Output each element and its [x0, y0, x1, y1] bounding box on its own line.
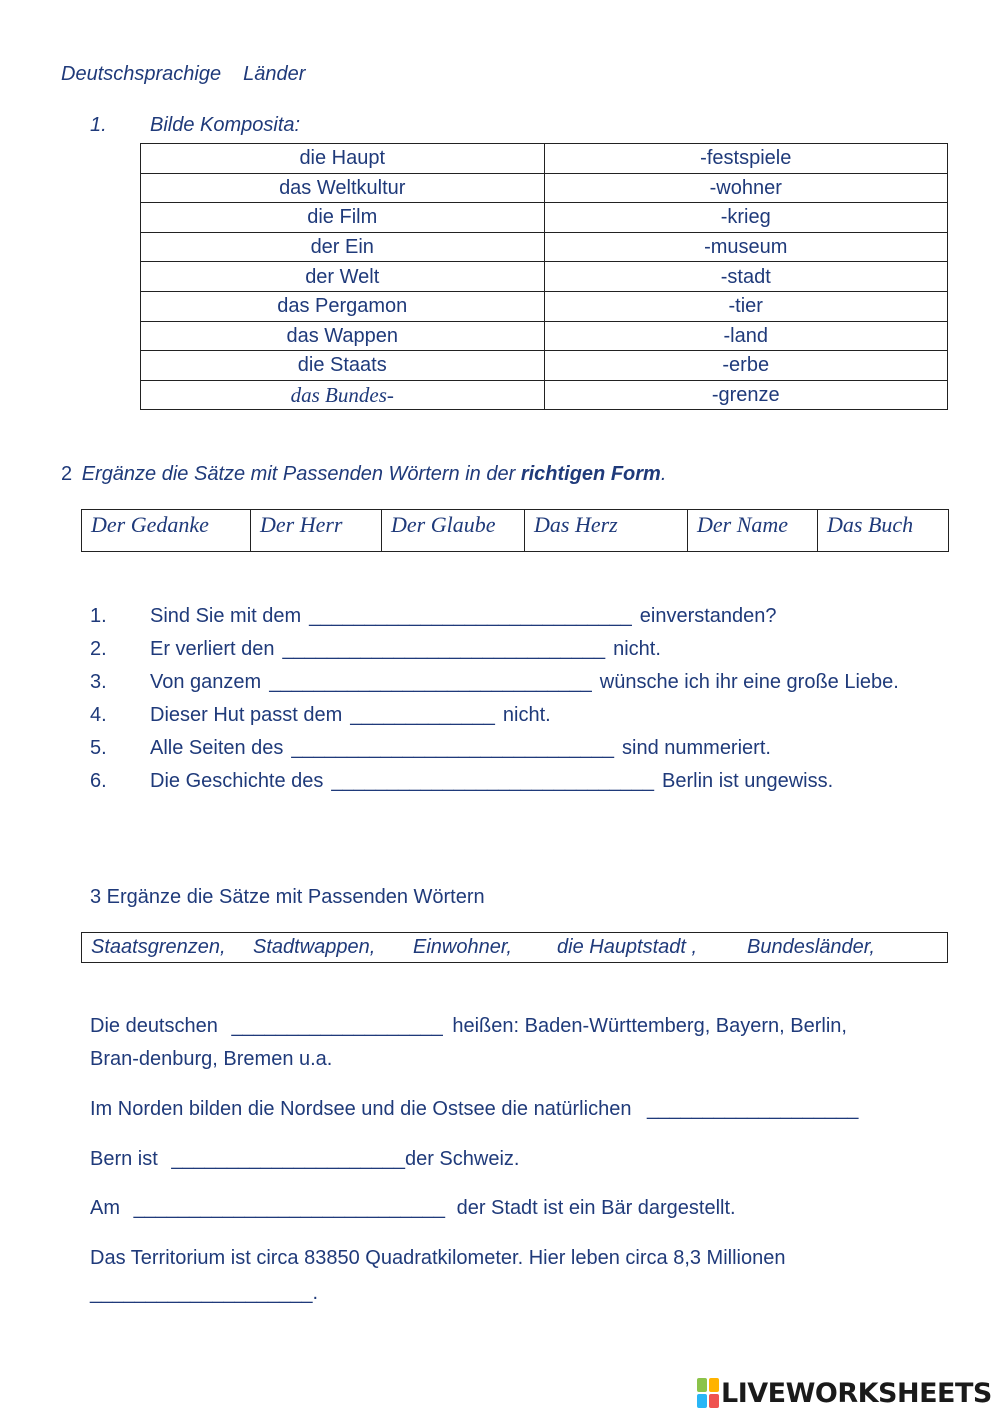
sentence-text: nicht. [613, 638, 661, 660]
compound-row [141, 232, 948, 262]
compound-left: die Staats [141, 351, 545, 381]
answer-blank[interactable]: _____________________________ [291, 737, 614, 759]
compound-row [141, 321, 948, 351]
task3-sentence-1-line2: Bran-denburg, Bremen u.a. [90, 1048, 333, 1070]
compound-row [141, 203, 948, 233]
task3-sentence-4 [90, 1197, 736, 1220]
compound-right: -stadt [544, 262, 948, 292]
answer-blank[interactable]: _____________________________ [269, 671, 592, 693]
answer-blank[interactable]: ____________________ [90, 1282, 313, 1304]
sentence-text: heißen: Baden-Württemberg, Bayern, Berlin, [452, 1015, 847, 1037]
compound-row [141, 173, 948, 203]
task2-sentence [150, 638, 661, 661]
task2-sentence [150, 737, 771, 760]
task2-sentence [150, 671, 899, 694]
compound-right: -museum [544, 232, 948, 262]
title-part-2: Länder [243, 63, 306, 85]
sentence-text: Im Norden bilden die Nordsee und die Ostsee die natürlichen [90, 1098, 632, 1120]
sentence-text: Alle Seiten des [150, 737, 284, 759]
compound-row [141, 262, 948, 292]
liveworksheets-logo [697, 1376, 992, 1410]
word-bank-item: Einwohner, [413, 936, 512, 958]
sentence-text: Sind Sie mit dem [150, 605, 302, 627]
compound-right: -grenze [544, 380, 948, 410]
compound-left: die Haupt [141, 144, 545, 174]
compound-left: der Ein [141, 232, 545, 262]
liveworksheets-logo-icon [697, 1378, 719, 1408]
liveworksheets-logo-text: LIVEWORKSHEETS [721, 1377, 992, 1409]
word-bank-item: Der Glaube [382, 510, 525, 552]
task2-heading [61, 463, 666, 486]
word-bank-item: Das Buch [818, 510, 949, 552]
compound-left: das Wappen [141, 321, 545, 351]
compound-right: -krieg [544, 203, 948, 233]
task2-sentence [150, 770, 833, 793]
task3-heading: 3 Ergänze die Sätze mit Passenden Wörtern [90, 886, 485, 908]
task2-heading-bold: richtigen Form [520, 463, 661, 485]
task3-sentence-5-line2 [90, 1282, 318, 1305]
answer-blank[interactable]: _____________ [350, 704, 495, 726]
compounds-table [140, 143, 948, 410]
word-bank-item: Stadtwappen, [253, 936, 376, 958]
task1-heading: Bilde Komposita: [150, 114, 301, 136]
sentence-text: Die Geschichte des [150, 770, 324, 792]
word-bank-item: Der Herr [251, 510, 382, 552]
compound-right: -tier [544, 291, 948, 321]
task3-word-bank [81, 932, 948, 963]
word-bank-item: Der Name [688, 510, 818, 552]
word-bank-item: Staatsgrenzen, [91, 936, 226, 958]
sentence-text: Berlin ist ungewiss. [662, 770, 834, 792]
compound-right: -land [544, 321, 948, 351]
compound-right: -erbe [544, 351, 948, 381]
task3-sentence-1 [90, 1015, 847, 1038]
answer-blank[interactable]: _____________________ [171, 1148, 405, 1170]
task3-sentence-5: Das Territorium ist circa 83850 Quadratkilometer. Hier leben circa 8,3 Millionen [90, 1247, 786, 1269]
sentence-text: Bern ist [90, 1148, 158, 1170]
sentence-number: 1. [90, 605, 107, 627]
task2-heading-number: 2 [61, 463, 73, 485]
compound-left: das Weltkultur [141, 173, 545, 203]
sentence-text: Die deutschen [90, 1015, 218, 1037]
compound-left: die Film [141, 203, 545, 233]
compound-left: das Bundes- [141, 380, 545, 410]
answer-blank[interactable]: _____________________________ [331, 770, 654, 792]
compound-row [141, 351, 948, 381]
sentence-number: 3. [90, 671, 107, 693]
sentence-text: der Stadt ist ein Bär dargestellt. [456, 1197, 736, 1219]
word-bank-item: die Hauptstadt , [557, 936, 698, 958]
sentence-number: 5. [90, 737, 107, 759]
sentence-text: Dieser Hut passt dem [150, 704, 343, 726]
compound-row [141, 291, 948, 321]
compound-right: -festspiele [544, 144, 948, 174]
sentence-text: der Schweiz. [404, 1148, 520, 1170]
compound-left: der Welt [141, 262, 545, 292]
task3-sentence-2 [90, 1098, 858, 1121]
task2-sentence [150, 605, 777, 628]
noun-word-bank [81, 509, 949, 552]
worksheet-title [61, 63, 305, 86]
compound-right: -wohner [544, 173, 948, 203]
sentence-text: Am [90, 1197, 120, 1219]
title-part-1: Deutschsprachige [61, 63, 222, 85]
sentence-text: Von ganzem [150, 671, 262, 693]
sentence-text: sind nummeriert. [622, 737, 771, 759]
compound-left: das Pergamon [141, 291, 545, 321]
task2-sentence [150, 704, 551, 727]
word-bank-item: Der Gedanke [82, 510, 251, 552]
answer-blank[interactable]: _____________________________ [309, 605, 632, 627]
sentence-text: einverstanden? [639, 605, 777, 627]
sentence-text: . [312, 1282, 319, 1304]
sentence-text: wünsche ich ihr eine große Liebe. [599, 671, 899, 693]
word-bank-item: Das Herz [525, 510, 688, 552]
word-bank-item: Bundesländer, [747, 936, 875, 958]
sentence-text: Er verliert den [150, 638, 275, 660]
task1-number: 1. [90, 114, 107, 136]
task2-heading-text: Ergänze die Sätze mit Passenden Wörtern in der [81, 463, 516, 485]
answer-blank[interactable]: ___________________ [231, 1015, 443, 1037]
sentence-number: 4. [90, 704, 107, 726]
answer-blank[interactable]: ___________________ [647, 1098, 859, 1120]
compound-row [141, 144, 948, 174]
compound-row [141, 380, 948, 410]
task3-sentence-3 [90, 1148, 519, 1171]
answer-blank[interactable]: ____________________________ [133, 1197, 446, 1219]
task2-heading-end: . [660, 463, 667, 485]
answer-blank[interactable]: _____________________________ [282, 638, 606, 660]
sentence-number: 2. [90, 638, 107, 660]
sentence-number: 6. [90, 770, 107, 792]
sentence-text: nicht. [502, 704, 551, 726]
